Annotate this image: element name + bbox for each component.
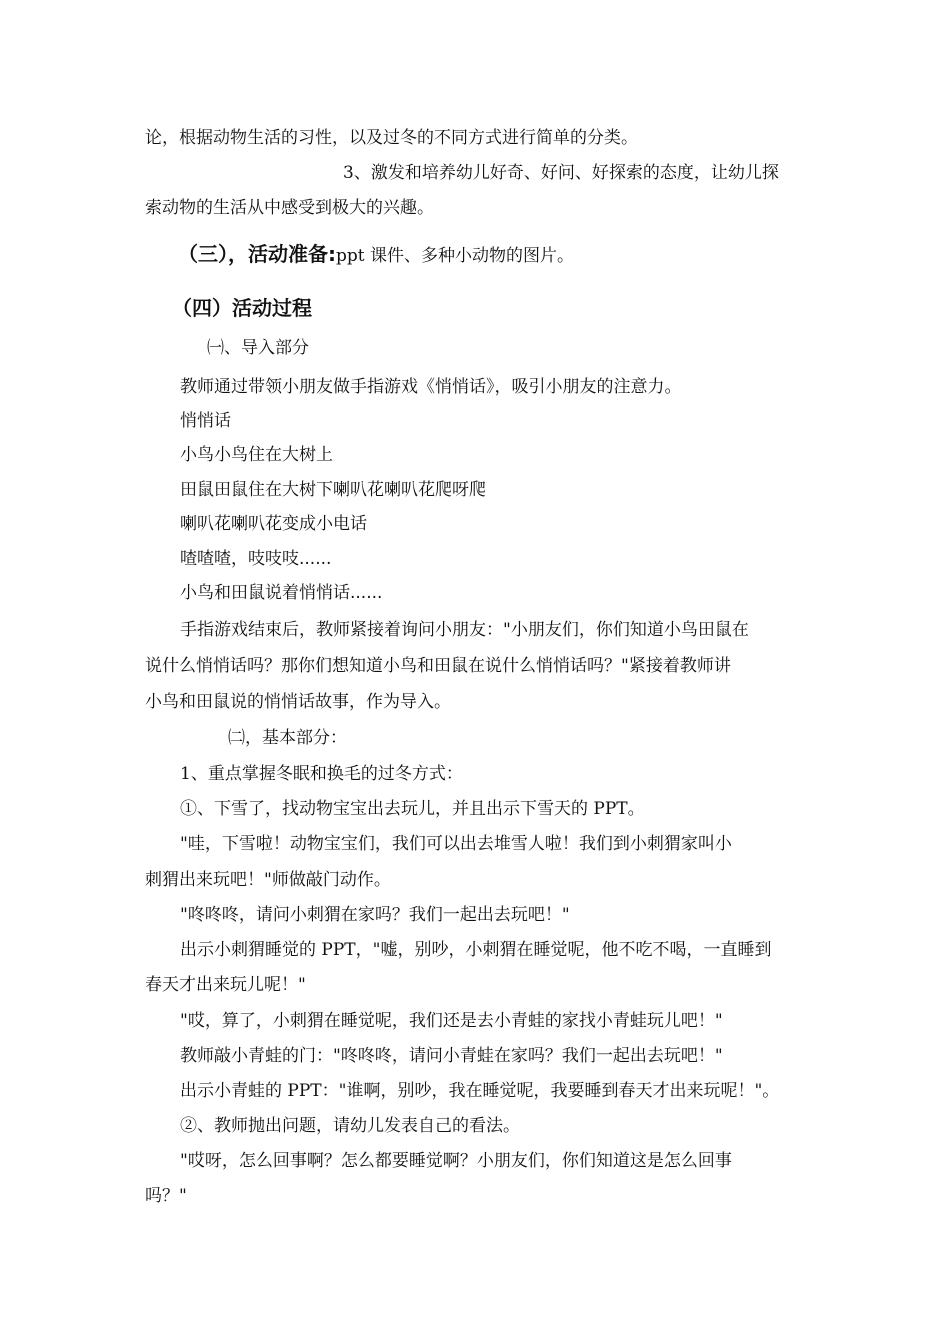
rhyme-line-2: 小鸟小鸟住在大树上 xyxy=(180,445,333,465)
step-2: ②、教师抛出问题，请幼儿发表自己的看法。 xyxy=(180,1116,520,1136)
knock-frog: 教师敲小青蛙的门："咚咚咚，请问小青蛙在家吗？我们一起出去玩吧！" xyxy=(180,1046,723,1066)
intro-paragraph: 教师通过带领小朋友做手指游戏《悄悄话》，吸引小朋友的注意力。 xyxy=(180,377,682,397)
rhyme-line-3: 田鼠田鼠住在大树下喇叭花喇叭花爬呀爬 xyxy=(180,480,486,500)
after-game-line-3: 小鸟和田鼠说的悄悄话故事，作为导入。 xyxy=(145,692,451,712)
step-1: ①、下雪了，找动物宝宝出去玩儿，并且出示下雪天的 PPT。 xyxy=(180,799,645,819)
section-4-heading: （四）活动过程 xyxy=(172,296,312,320)
rhyme-line-5: 喳喳喳，吱吱吱...... xyxy=(180,549,332,569)
question-line-2: 吗？" xyxy=(145,1186,187,1206)
section-3-text: ppt 课件、多种小动物的图片。 xyxy=(336,246,574,266)
section-3-heading xyxy=(178,242,574,268)
snow-line-1: "哇，下雪啦！动物宝宝们，我们可以出去堆雪人啦！我们到小刺猬家叫小 xyxy=(180,834,732,854)
frog-ppt: 出示小青蛙的 PPT："谁啊，别吵，我在睡觉呢，我要睡到春天才出来玩呢！"。 xyxy=(180,1081,780,1101)
key-point-1: 1、重点掌握冬眠和换毛的过冬方式： xyxy=(180,764,463,784)
part-1-title: ㈠、导入部分 xyxy=(207,338,309,358)
knock-hedgehog: "咚咚咚，请问小刺猬在家吗？我们一起出去玩吧！" xyxy=(180,905,570,925)
question-line-1: "哎呀，怎么回事啊？怎么都要睡觉啊？小朋友们，你们知道这是怎么回事 xyxy=(180,1151,732,1171)
paragraph-goal-3-line-1: 3、激发和培养幼儿好奇、好问、好探索的态度，让幼儿探 xyxy=(343,163,779,183)
paragraph-goal-3-line-2: 索动物的生活从中感受到极大的兴趣。 xyxy=(145,198,434,218)
section-3-title: （三），活动准备: xyxy=(178,242,336,266)
hedgehog-line-1: 出示小刺猬睡觉的 PPT，"嘘，别吵，小刺猬在睡觉呢，他不吃不喝，一直睡到 xyxy=(180,940,772,960)
after-game-line-2: 说什么悄悄话吗？那你们想知道小鸟和田鼠在说什么悄悄话吗？"紧接着教师讲 xyxy=(145,656,731,676)
hedgehog-line-2: 春天才出来玩儿呢！" xyxy=(145,975,306,995)
paragraph-goal-2-end: 论，根据动物生活的习性，以及过冬的不同方式进行简单的分类。 xyxy=(145,128,638,148)
snow-line-2: 刺猬出来玩吧！"师做敲门动作。 xyxy=(145,870,391,890)
sigh-line: "哎，算了，小刺猬在睡觉呢，我们还是去小青蛙的家找小青蛙玩儿吧！" xyxy=(180,1011,723,1031)
part-2-title: ㈡，基本部分： xyxy=(228,728,347,748)
rhyme-line-4: 喇叭花喇叭花变成小电话 xyxy=(180,514,367,534)
after-game-line-1: 手指游戏结束后，教师紧接着询问小朋友："小朋友们，你们知道小鸟田鼠在 xyxy=(180,620,749,640)
rhyme-line-1: 悄悄话 xyxy=(180,411,231,431)
rhyme-line-6: 小鸟和田鼠说着悄悄话...... xyxy=(180,583,383,603)
